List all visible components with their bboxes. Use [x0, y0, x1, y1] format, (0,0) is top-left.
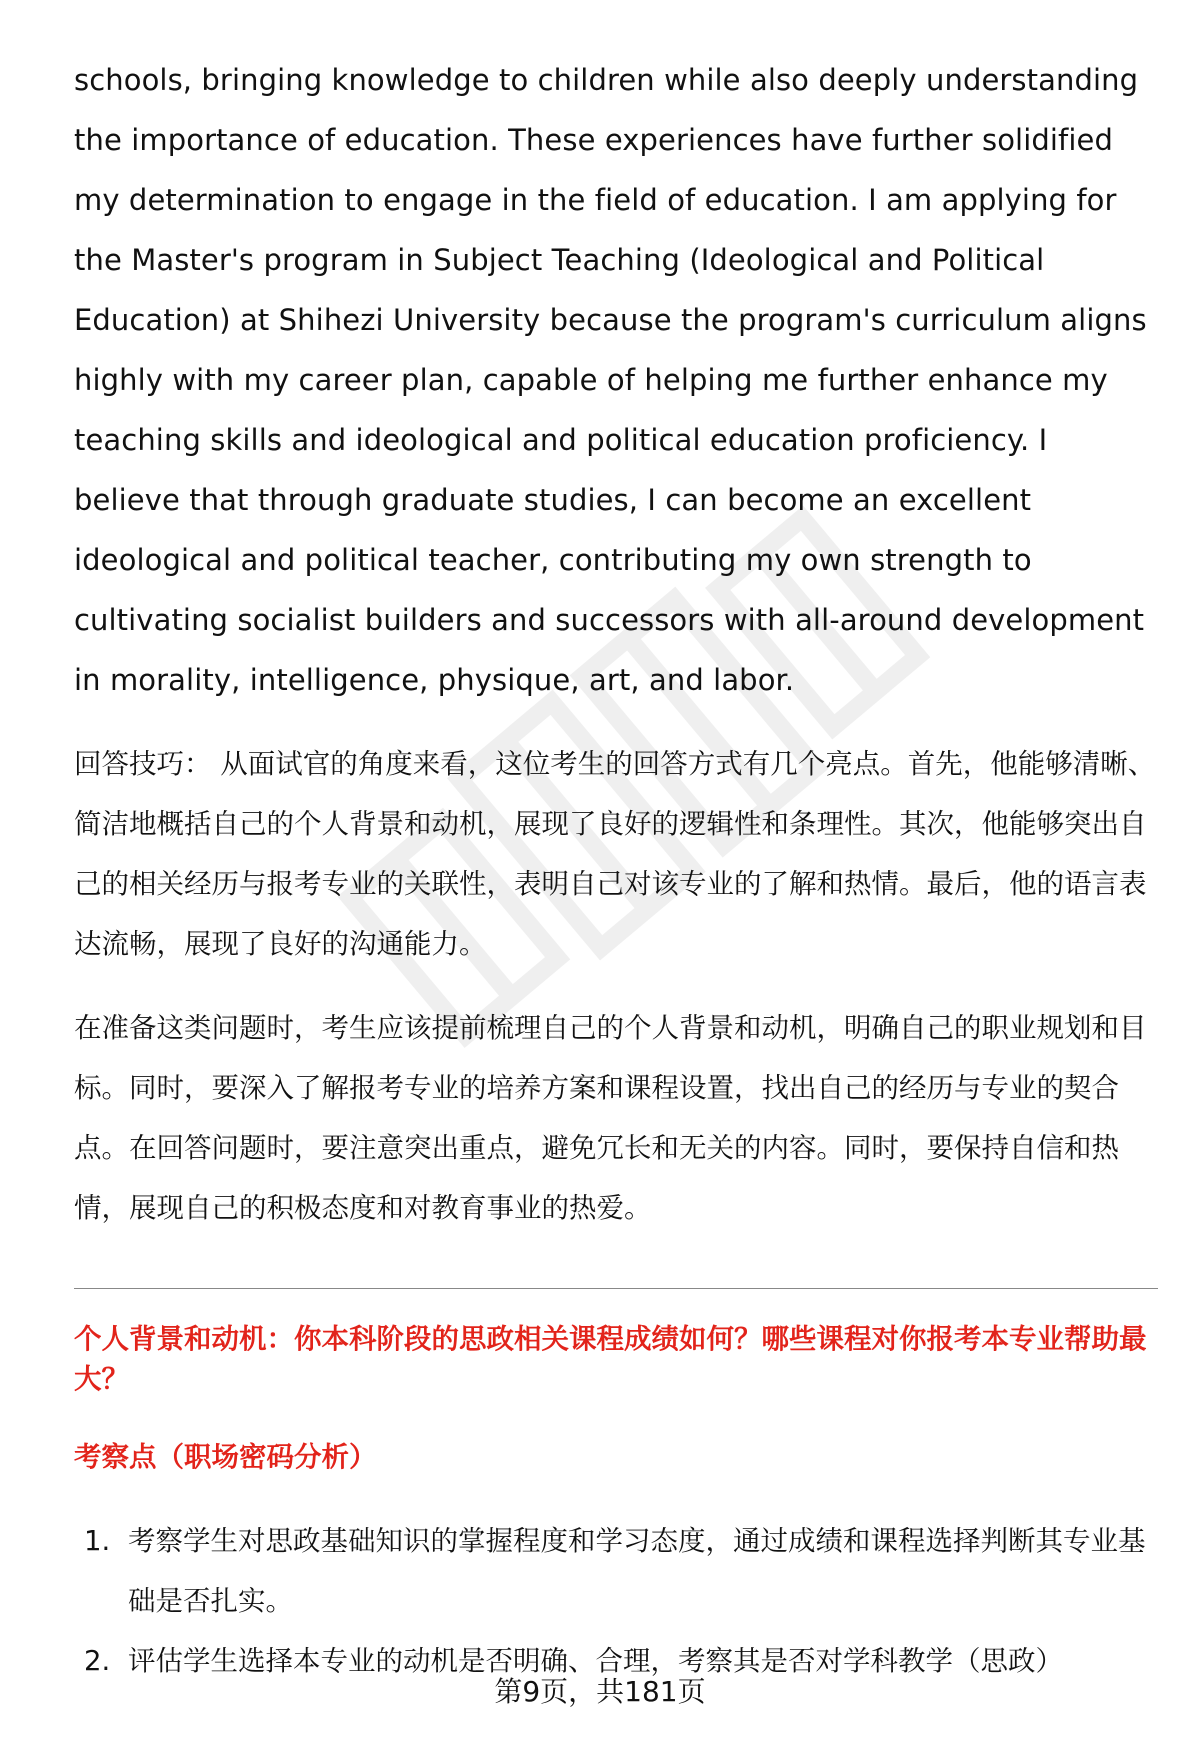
list-item-number: 2. [84, 1645, 111, 1677]
page-footer: 第9页，共181页 [494, 1675, 706, 1708]
question-heading: 个人背景和动机：你本科阶段的思政相关课程成绩如何？哪些课程对你报考本专业帮助最大？ [74, 1323, 1147, 1395]
list-item-text: 考察学生对思政基础知识的掌握程度和学习态度，通过成绩和课程选择判断其专业基础是否扎实。 [128, 1525, 1146, 1617]
english-answer-paragraph: schools, bringing knowledge to children while also deeply understanding the importance of education. These experiences have further solidified my determination to engage in the field of education. I am applying for the Master's program in Subject Teaching (Ideological and Political Education) at Shihezi University because the program's curriculum aligns highly with my career plan, capable of helping me further enhance my teaching skills and ideological and political education proficiency. I believe that through graduate studies, I can become an excellent ideological and political teacher, contributing my own strength to cultivating socialist builders and successors with all-around development in morality, intelligence, physique, art, and labor. [74, 63, 1147, 697]
document-page [74, 50, 1160, 1691]
assessment-list [74, 1511, 1160, 1691]
preparation-advice-paragraph: 在准备这类问题时，考生应该提前梳理自己的个人背景和动机，明确自己的职业规划和目标。同时，要深入了解报考专业的培养方案和课程设置，找出自己的经历与专业的契合点。在回答问题时，要注意突出重点，避免冗长和无关的内容。同时，要保持自信和热情，展现自己的积极态度和对教育事业的热爱。 [74, 1012, 1147, 1224]
assessment-heading: 考察点（职场密码分析） [74, 1441, 377, 1473]
list-item-text: 评估学生选择本专业的动机是否明确、合理，考察其是否对学科教学（思政） [128, 1645, 1063, 1677]
list-item-number: 1. [84, 1525, 111, 1557]
answer-tips-paragraph: 回答技巧： 从面试官的角度来看，这位考生的回答方式有几个亮点。首先，他能够清晰、简洁地概括自己的个人背景和动机，展现了良好的逻辑性和条理性。其次，他能够突出自己的相关经历与报考专业的关联性，表明自己对该专业的了解和热情。最后，他的语言表达流畅，展现了良好的沟通能力。 [74, 748, 1156, 960]
list-item [74, 1511, 1160, 1631]
section-divider [74, 1288, 1158, 1289]
